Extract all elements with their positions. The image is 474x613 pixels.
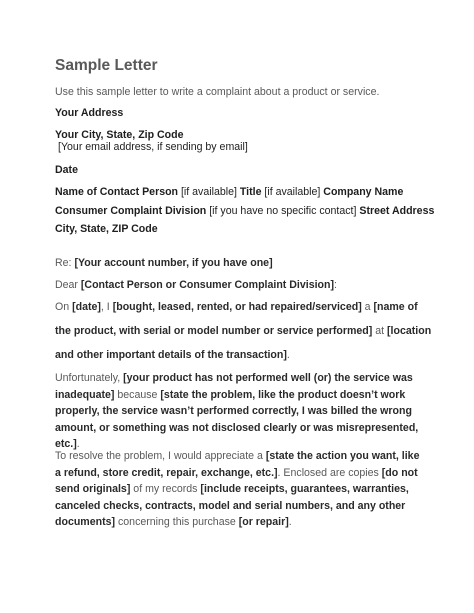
bold-text-run: [do not send originals]: [55, 466, 418, 496]
para1-line-2: [55, 325, 431, 338]
bold-text-run: Company Name: [323, 186, 404, 198]
bold-text-run: [your product has not performed well (or) the service was inadequate]: [55, 372, 413, 401]
text-run: Unfortunately,: [55, 372, 124, 384]
bold-text-run: Street Address: [359, 205, 435, 217]
sender-city-line: Your City, State, Zip Code: [55, 129, 184, 141]
bold-text-run: [state the action you want, like a refund, store credit, repair, exchange, etc.]: [55, 450, 420, 479]
text-run: [if available]: [264, 186, 324, 198]
bold-text-run: [include receipts, guarantees, warranties, canceled checks, contracts, model and serial numbers, and any other documents]: [55, 483, 409, 529]
text-run: [if available]: [180, 186, 240, 198]
bold-text-run: the product, with serial or model number or service performed]: [55, 325, 373, 337]
bold-text-run: [or repair]: [238, 516, 289, 529]
text-run: To resolve the problem, I would appreciate a: [55, 450, 266, 462]
bold-text-run: [Your account number, if you have one]: [74, 257, 273, 269]
text-run: Dear: [55, 279, 81, 291]
text-run: .: [286, 349, 290, 361]
paragraph-problem: [55, 370, 427, 453]
text-run: of my records: [130, 483, 201, 496]
text-run: at: [372, 325, 388, 337]
date-line: Date: [55, 164, 78, 176]
bold-text-run: and other important details of the transaction]: [55, 349, 287, 361]
paragraph-resolution: [55, 448, 427, 531]
sender-email-line: [Your email address, if sending by email]: [58, 141, 248, 153]
para1-line-1: [55, 301, 418, 314]
bold-text-run: Name of Contact Person: [55, 186, 181, 198]
recipient-line-1: [55, 186, 403, 199]
salutation: [55, 279, 337, 292]
bold-text-run: [name of: [373, 301, 418, 313]
bold-text-run: [Contact Person or Consumer Complaint Division]: [80, 279, 335, 291]
text-run: concerning this purchase: [115, 516, 239, 529]
bold-text-run: [bought, leased, rented, or had repaired/serviced]: [112, 301, 362, 313]
re-line: [55, 257, 273, 270]
bold-text-run: Title: [239, 186, 265, 198]
bold-text-run: [date]: [72, 301, 101, 313]
text-run: [if you have no specific contact]: [209, 205, 360, 217]
text-run: Re:: [55, 257, 75, 269]
text-run: .: [76, 438, 80, 451]
intro-text: Use this sample letter to write a complaint about a product or service.: [55, 86, 380, 98]
text-run: because: [114, 388, 161, 401]
recipient-line-3: [55, 223, 158, 236]
page-title: Sample Letter: [55, 57, 158, 74]
recipient-line-2: [55, 205, 434, 218]
bold-text-run: City, State, ZIP Code: [55, 223, 158, 235]
text-run: :: [334, 279, 337, 291]
text-run: , I: [100, 301, 113, 313]
text-run: .: [288, 516, 292, 529]
sender-address: Your Address: [55, 107, 124, 119]
bold-text-run: [state the problem, like the product doesn’t work properly, the service wasn’t performed correctly, I was billed the wrong amount, or something was not disclosed clearly or was misrepresented, etc.]: [55, 388, 419, 451]
text-run: On: [55, 301, 73, 313]
text-run: a: [361, 301, 374, 313]
bold-text-run: Consumer Complaint Division: [55, 205, 210, 217]
text-run: . Enclosed are copies: [277, 466, 382, 479]
para1-line-3: [55, 349, 290, 362]
bold-text-run: [location: [387, 325, 432, 337]
